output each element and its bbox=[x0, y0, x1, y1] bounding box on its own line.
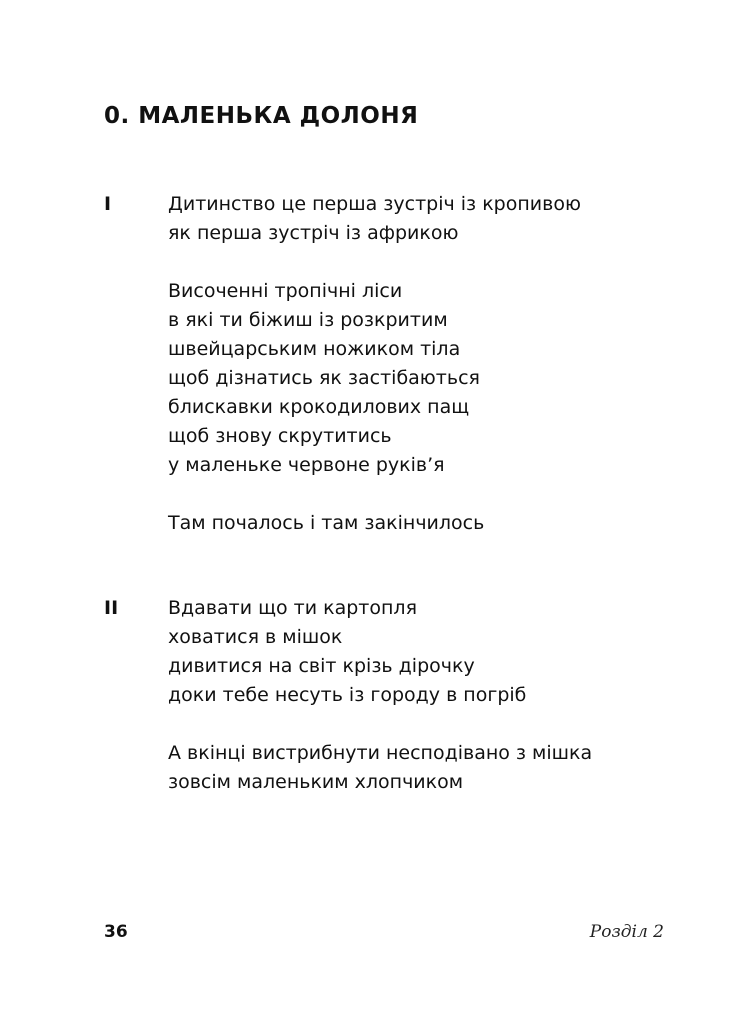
chapter-label: Розділ 2 bbox=[589, 922, 664, 942]
section-number: II bbox=[104, 597, 119, 619]
poem-line: як перша зустріч із африкою bbox=[168, 222, 459, 244]
stanza bbox=[168, 594, 688, 710]
poem-line: Вдавати що ти картопля bbox=[168, 597, 417, 619]
poem-line: А вкінці вистрибнути несподівано з мішка bbox=[168, 742, 593, 764]
poem-line: в які ти біжиш із розкритим bbox=[168, 309, 448, 331]
stanza bbox=[168, 509, 688, 538]
stanza bbox=[168, 190, 688, 248]
poem-line: щоб дізнатись як застібаються bbox=[168, 367, 480, 389]
section-stanzas bbox=[168, 594, 688, 826]
poem-line: Височенні тропічні ліси bbox=[168, 280, 403, 302]
poem-line: щоб знову скрутитись bbox=[168, 425, 392, 447]
poem-line: блискавки крокодилових пащ bbox=[168, 396, 470, 418]
section-stanzas bbox=[168, 190, 688, 567]
poem-title: 0. МАЛЕНЬКА ДОЛОНЯ bbox=[104, 103, 419, 129]
poem-line: ховатися в мішок bbox=[168, 626, 343, 648]
stanza bbox=[168, 739, 688, 797]
poem-line: доки тебе несуть із городу в погріб bbox=[168, 684, 527, 706]
poem-line: у маленьке червоне руків’я bbox=[168, 454, 445, 476]
poem-line: зовсім маленьким хлопчиком bbox=[168, 771, 464, 793]
stanza bbox=[168, 277, 688, 480]
page-number: 36 bbox=[104, 922, 128, 942]
section-number: I bbox=[104, 193, 112, 215]
poem-line: Дитинство це перша зустріч із кропивою bbox=[168, 193, 581, 215]
poem-line: Там почалось і там закінчилось bbox=[168, 512, 485, 534]
poem-line: дивитися на світ крізь дірочку bbox=[168, 655, 475, 677]
poem-line: швейцарським ножиком тіла bbox=[168, 338, 461, 360]
